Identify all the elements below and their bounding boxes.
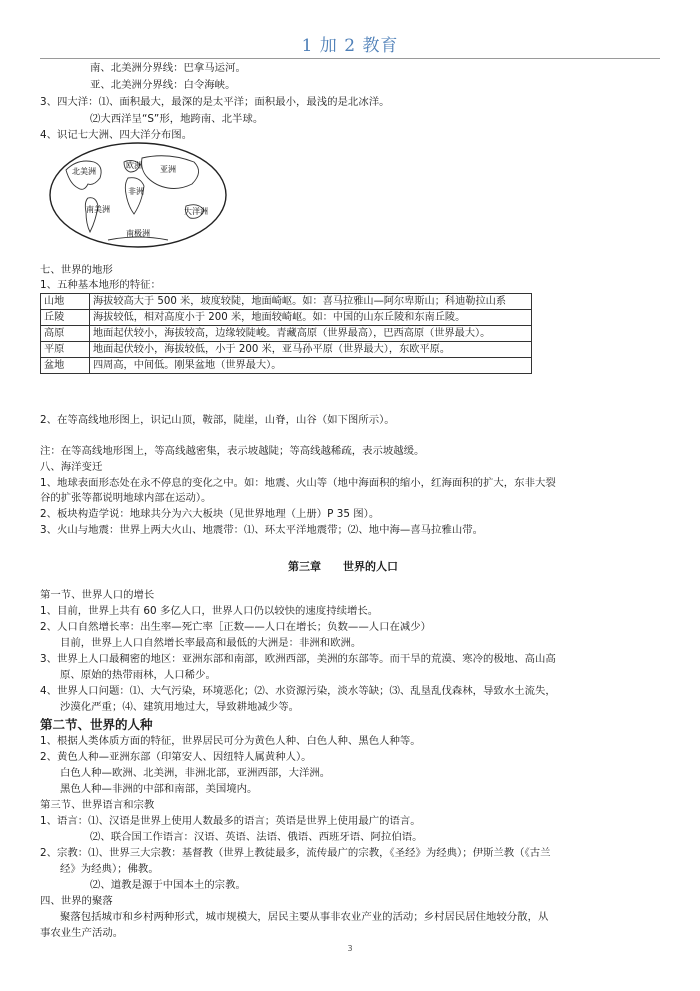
text-line: 聚落包括城市和乡村两种形式，城市规模大，居民主要从事非农业产业的活动；乡村居民居住地较分散，从 (60, 911, 549, 923)
text-line: 亚、北美洲分界线：白令海峡。 (90, 79, 236, 91)
text-line: 经》为经典）；佛教。 (60, 863, 159, 875)
text-line: 南、北美洲分界线：巴拿马运河。 (90, 62, 246, 74)
table-row (41, 294, 532, 310)
brand-header: 1 加 2 教育 (301, 36, 399, 56)
map-label: 欧洲 (126, 161, 142, 170)
section-title: 第二节、世界的人种 (40, 717, 153, 732)
text-line: 1、目前，世界上共有 60 多亿人口，世界人口仍以较快的速度持续增长。 (40, 605, 379, 617)
subsection-title: 1、五种基本地形的特征： (40, 279, 161, 291)
table-row (41, 358, 532, 374)
text-line: 事农业生产活动。 (40, 927, 124, 939)
text-line: 原、原始的热带雨林，人口稀少。 (60, 669, 216, 681)
text-line: ⑵、联合国工作语言：汉语、英语、法语、俄语、西班牙语、阿拉伯语。 (90, 831, 423, 843)
landform-name: 盆地 (41, 358, 90, 374)
text-line: 3、火山与地震：世界上两大火山、地震带：⑴、环太平洋地震带；⑵、地中海—喜马拉雅山带。 (40, 524, 484, 536)
text-line: 2、在等高线地形图上，识记山顶，鞍部，陡崖，山脊，山谷（如下图所示）。 (40, 414, 395, 426)
text-line: 2、黄色人种—亚洲东部（印第安人、因纽特人属黄种人）。 (40, 751, 312, 763)
text-line: ⑵大西洋呈“S”形，地跨南、北半球。 (90, 113, 264, 125)
section-title: 第三节、世界语言和宗教 (40, 799, 155, 811)
text-line: 沙漠化严重；⑷、建筑用地过大，导致耕地减少等。 (60, 701, 299, 713)
map-label: 南美洲 (86, 205, 110, 214)
world-map-diagram (48, 140, 228, 250)
landform-desc: 地面起伏较小，海拔较低，小于 200 米，亚马孙平原（世界最大），东欧平原。 (90, 342, 532, 358)
text-line: 2、人口自然增长率：出生率—死亡率［正数——人口在增长；负数——人口在减少） (40, 621, 432, 633)
text-line: 4、识记七大洲、四大洋分布图。 (40, 129, 193, 141)
text-line: 黑色人种—非洲的中部和南部，美国境内。 (60, 783, 258, 795)
text-line: 1、根据人类体质方面的特征，世界居民可分为黄色人种、白色人种、黑色人种等。 (40, 735, 421, 747)
landform-name: 平原 (41, 342, 90, 358)
text-line: 4、世界人口问题：⑴、大气污染，环境恶化；⑵、水资源污染，淡水等缺；⑶、乱垦乱伐森林，导致水土流失， (40, 685, 556, 697)
text-line: 谷的扩张等都说明地球内部在运动）。 (40, 492, 212, 504)
section-title: 第一节、世界人口的增长 (40, 589, 155, 601)
map-label: 亚洲 (160, 165, 176, 174)
map-label: 北美洲 (72, 167, 96, 176)
text-line: 1、地球表面形态处在永不停息的变化之中。如：地震、火山等（地中海面积的缩小，红海面积的扩大，东非大裂 (40, 477, 556, 489)
landform-desc: 海拔较低，相对高度小于 200 米，地面较崎岖。如：中国的山东丘陵和东南丘陵。 (90, 310, 532, 326)
note-line: 注：在等高线地形图上，等高线越密集，表示坡越陡；等高线越稀疏，表示坡越缓。 (40, 445, 425, 457)
section-title: 四、世界的聚落 (40, 895, 113, 907)
landform-name: 山地 (41, 294, 90, 310)
chapter-heading: 第三章 世界的人口 (288, 560, 398, 573)
page-number: 3 (347, 944, 353, 953)
text-line: 2、板块构造学说：地球共分为六大板块（见世界地理（上册）P 35 图）。 (40, 508, 380, 520)
header-rule (40, 58, 660, 59)
text-line: 目前，世界上人口自然增长率最高和最低的大洲是：非洲和欧洲。 (60, 637, 362, 649)
text-line: ⑵、道教是源于中国本土的宗教。 (90, 879, 246, 891)
landform-desc: 地面起伏较小，海拔较高，边缘较陡峻。青藏高原（世界最高），巴西高原（世界最大）。 (90, 326, 532, 342)
landform-table (40, 293, 532, 374)
text-line: 3、四大洋：⑴、面积最大，最深的是太平洋；面积最小，最浅的是北冰洋。 (40, 96, 390, 108)
map-label: 南极洲 (126, 229, 150, 238)
table-row (41, 342, 532, 358)
table-row (41, 326, 532, 342)
landform-name: 高原 (41, 326, 90, 342)
text-line: 白色人种—欧洲、北美洲，非洲北部，亚洲西部，大洋洲。 (60, 767, 331, 779)
table-row (41, 310, 532, 326)
section-title: 八、海洋变迁 (40, 461, 103, 473)
section-title: 七、世界的地形 (40, 264, 113, 276)
text-line: 2、宗教：⑴、世界三大宗教：基督教（世界上教徒最多，流传最广的宗教，《圣经》为经典）；伊斯兰教（《古兰 (40, 847, 551, 859)
map-label: 非洲 (128, 187, 144, 196)
text-line: 3、世界上人口最稠密的地区：亚洲东部和南部，欧洲西部，美洲的东部等。而干旱的荒漠、寒冷的极地、高山高 (40, 653, 556, 665)
landform-desc: 海拔较高大于 500 米，坡度较陡，地面崎岖。如：喜马拉雅山—阿尔卑斯山；科迪勒拉山系 (90, 294, 532, 310)
landform-desc: 四周高，中间低。刚果盆地（世界最大）。 (90, 358, 532, 374)
text-line: 1、语言：⑴、汉语是世界上使用人数最多的语言；英语是世界上使用最广的语言。 (40, 815, 421, 827)
map-label: 大洋洲 (184, 207, 208, 216)
landform-name: 丘陵 (41, 310, 90, 326)
